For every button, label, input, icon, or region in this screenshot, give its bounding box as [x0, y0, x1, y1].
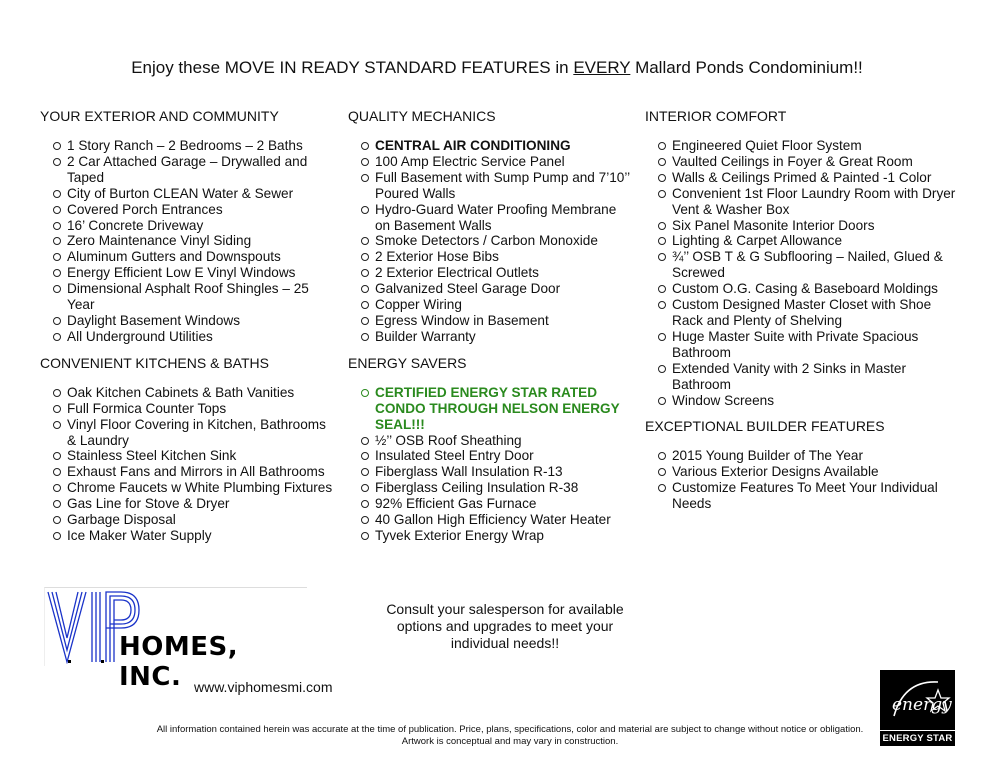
- list-item: ½’’ OSB Roof Sheathing: [348, 433, 633, 449]
- column-exterior-kitchens: [40, 109, 335, 555]
- list-item: Full Basement with Sump Pump and 7’10’’ Poured Walls: [348, 170, 633, 202]
- list-item: City of Burton CLEAN Water & Sewer: [40, 186, 335, 202]
- energy-star-logo-icon: [880, 670, 955, 728]
- column-mechanics-energy: [348, 109, 633, 555]
- list-item: Ice Maker Water Supply: [40, 528, 335, 544]
- list-item: Extended Vanity with 2 Sinks in Master Bathroom: [645, 361, 965, 393]
- list-item: ¾’’ OSB T & G Subflooring – Nailed, Glued & Screwed: [645, 249, 965, 281]
- disclaimer-text: All information contained herein was accurate at the time of publication. Price, plans, specifications, color and material are subject to change without notice or obligation. Artwork is conceptual and may vary in construction.: [156, 724, 864, 747]
- list-item: Custom Designed Master Closet with Shoe Rack and Plenty of Shelving: [645, 297, 965, 329]
- list-item: 40 Gallon High Efficiency Water Heater: [348, 512, 633, 528]
- kitchen-list: [40, 385, 335, 544]
- section-title-builder: EXCEPTIONAL BUILDER FEATURES: [645, 418, 885, 435]
- list-item: Huge Master Suite with Private Spacious Bathroom: [645, 329, 965, 361]
- list-item: Fiberglass Wall Insulation R-13: [348, 464, 633, 480]
- column-clip: [40, 109, 335, 555]
- list-item: Builder Warranty: [348, 329, 633, 345]
- list-item: 1 Story Ranch – 2 Bedrooms – 2 Baths: [40, 138, 335, 154]
- list-item: Aluminum Gutters and Downspouts: [40, 249, 335, 265]
- consult-note: Consult your salesperson for available options and upgrades to meet your individual needs!!: [386, 601, 624, 651]
- list-item: Galvanized Steel Garage Door: [348, 281, 633, 297]
- list-item: CENTRAL AIR CONDITIONING: [348, 138, 633, 154]
- page-title: Enjoy these MOVE IN READY STANDARD FEATURES in EVERY Mallard Ponds Condominium!!: [131, 58, 863, 77]
- section-title-interior: INTERIOR COMFORT: [645, 108, 787, 124]
- list-item: Lighting & Carpet Allowance: [645, 233, 965, 249]
- list-item: Walls & Ceilings Primed & Painted -1 Color: [645, 170, 965, 186]
- list-item: Gas Line for Stove & Dryer: [40, 496, 335, 512]
- list-item: Stainless Steel Kitchen Sink: [40, 448, 335, 464]
- list-item: Zero Maintenance Vinyl Siding: [40, 233, 335, 249]
- list-item: Oak Kitchen Cabinets & Bath Vanities: [40, 385, 335, 401]
- list-item: Convenient 1st Floor Laundry Room with Dryer Vent & Washer Box: [645, 186, 965, 218]
- mechanics-list: [348, 138, 633, 345]
- list-item: Custom O.G. Casing & Baseboard Moldings: [645, 281, 965, 297]
- list-item: Energy Efficient Low E Vinyl Windows: [40, 265, 335, 281]
- list-item: Six Panel Masonite Interior Doors: [645, 218, 965, 234]
- list-item: Various Exterior Designs Available: [645, 464, 965, 480]
- list-item: Garbage Disposal: [40, 512, 335, 528]
- list-item: 100 Amp Electric Service Panel: [348, 154, 633, 170]
- list-item: 2 Car Attached Garage – Drywalled and Taped: [40, 154, 335, 186]
- list-item: 2 Exterior Hose Bibs: [348, 249, 633, 265]
- section-title-mechanics: QUALITY MECHANICS: [348, 108, 496, 124]
- list-item: Window Screens: [645, 393, 965, 409]
- list-item: Smoke Detectors / Carbon Monoxide: [348, 233, 633, 249]
- section-title-energy: ENERGY SAVERS: [348, 354, 467, 371]
- list-item: Engineered Quiet Floor System: [645, 138, 965, 154]
- column-interior-builder: [645, 109, 965, 523]
- list-item: Customize Features To Meet Your Individual Needs: [645, 480, 965, 512]
- list-item: All Underground Utilities: [40, 329, 335, 345]
- list-item: Fiberglass Ceiling Insulation R-38: [348, 480, 633, 496]
- energy-list: [348, 385, 633, 544]
- list-item: Dimensional Asphalt Roof Shingles – 25 Year: [40, 281, 335, 313]
- list-item: Vinyl Floor Covering in Kitchen, Bathrooms & Laundry: [40, 417, 335, 449]
- energy-star-logo: [880, 670, 955, 746]
- list-item: Egress Window in Basement: [348, 313, 633, 329]
- section-title-exterior: YOUR EXTERIOR AND COMMUNITY: [40, 109, 279, 124]
- builder-list: [645, 448, 965, 512]
- list-item: Hydro-Guard Water Proofing Membrane on Basement Walls: [348, 202, 633, 234]
- interior-list: [645, 138, 965, 408]
- list-item: Tyvek Exterior Energy Wrap: [348, 528, 633, 544]
- energy-star-label: ENERGY STAR: [880, 730, 955, 744]
- list-item: Full Formica Counter Tops: [40, 401, 335, 417]
- list-item: 92% Efficient Gas Furnace: [348, 496, 633, 512]
- list-item: Daylight Basement Windows: [40, 313, 335, 329]
- list-item: Exhaust Fans and Mirrors in All Bathrooms: [40, 464, 335, 480]
- list-item: Chrome Faucets w White Plumbing Fixtures: [40, 480, 335, 496]
- section-title-kitchens: CONVENIENT KITCHENS & BATHS: [40, 354, 269, 371]
- list-item: Insulated Steel Entry Door: [348, 448, 633, 464]
- list-item: Copper Wiring: [348, 297, 633, 313]
- exterior-list: [40, 138, 335, 345]
- list-item: 16’ Concrete Driveway: [40, 218, 335, 234]
- list-item-energy-star-certified: CERTIFIED ENERGY STAR RATED CONDO THROUGH NELSON ENERGY SEAL!!!: [348, 385, 633, 433]
- list-item: Covered Porch Entrances: [40, 202, 335, 218]
- list-item: Vaulted Ceilings in Foyer & Great Room: [645, 154, 965, 170]
- list-item: 2015 Young Builder of The Year: [645, 448, 965, 464]
- logo-company-name: HOMES, INC.: [119, 632, 239, 692]
- energy-script-text: energy: [892, 695, 952, 715]
- list-item: 2 Exterior Electrical Outlets: [348, 265, 633, 281]
- website-link[interactable]: www.viphomesmi.com: [194, 679, 333, 695]
